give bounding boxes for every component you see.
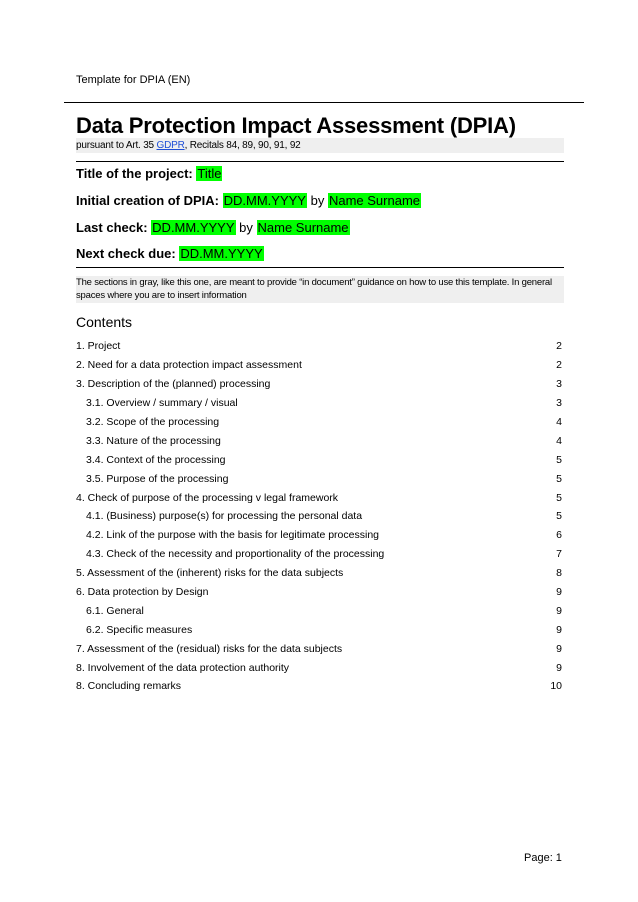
toc-entry[interactable]: [76, 450, 564, 469]
toc-entry-label: 3.3. Nature of the processing: [86, 434, 221, 447]
toc-entry-label: 3. Description of the (planned) processing: [76, 378, 271, 391]
toc-entry-label: 4.2. Link of the purpose with the basis for legitimate processing: [86, 529, 379, 542]
initial-creation-name-field[interactable]: Name Surname: [328, 193, 421, 208]
toc-entry-page: 9: [556, 642, 562, 655]
toc-entry-page: 3: [556, 397, 562, 410]
initial-creation-date-field[interactable]: DD.MM.YYYY: [223, 193, 306, 208]
toc-entry-label: 6.2. Specific measures: [86, 623, 193, 636]
toc-entry[interactable]: [76, 526, 564, 545]
toc-entry[interactable]: [76, 658, 564, 677]
toc-entry-page: 10: [550, 680, 562, 693]
project-title-label: Title of the project:: [76, 166, 193, 181]
contents-heading: Contents: [76, 314, 133, 330]
guidance-note: The sections in gray, like this one, are meant to provide “in document” guidance on how to use this template. In general spaces where you are to insert information: [76, 276, 564, 303]
document-title: Data Protection Impact Assessment (DPIA): [76, 113, 516, 138]
toc-entry[interactable]: [76, 507, 564, 526]
toc-entry-label: 2. Need for a data protection impact assessment: [76, 359, 302, 372]
toc-entry[interactable]: [76, 431, 564, 450]
legal-basis-suffix: , Recitals 84, 89, 90, 91, 92: [184, 140, 301, 151]
toc-entry[interactable]: [76, 356, 564, 375]
toc-entry[interactable]: [76, 337, 564, 356]
section-divider: [76, 161, 564, 162]
toc-entry-page: 9: [556, 604, 562, 617]
template-header: Template for DPIA (EN): [76, 74, 191, 86]
toc-entry-page: 7: [556, 548, 562, 561]
toc-entry-label: 4. Check of purpose of the processing v legal framework: [76, 491, 339, 504]
toc-entry-page: 8: [556, 567, 562, 580]
last-check-name-field[interactable]: Name Surname: [257, 220, 349, 235]
toc-entry-label: 1. Project: [76, 340, 121, 353]
toc-entry-label: 6.1. General: [86, 604, 144, 617]
by-label: by: [310, 193, 325, 208]
toc-entry-page: 9: [556, 623, 562, 636]
toc-entry-label: 5. Assessment of the (inherent) risks for the data subjects: [76, 567, 344, 580]
toc-entry-page: 4: [556, 416, 562, 428]
last-check-date-field[interactable]: DD.MM.YYYY: [152, 220, 235, 235]
toc-entry[interactable]: [76, 564, 564, 583]
last-check-row: [76, 220, 350, 235]
toc-entry[interactable]: [76, 413, 564, 432]
toc-entry-label: 8. Concluding remarks: [76, 680, 182, 693]
legal-basis-line: [76, 138, 564, 153]
toc-entry-page: 2: [556, 340, 562, 353]
section-divider: [76, 267, 564, 268]
last-check-label: Last check:: [76, 220, 148, 235]
toc-entry[interactable]: [76, 601, 564, 620]
initial-creation-label: Initial creation of DPIA:: [76, 193, 220, 208]
toc-entry-page: 9: [556, 586, 562, 599]
toc-entry[interactable]: [76, 639, 564, 658]
toc-entry-label: 8. Involvement of the data protection authority: [76, 661, 290, 674]
by-label: by: [239, 220, 253, 235]
toc-entry[interactable]: [76, 488, 564, 507]
initial-creation-row: [76, 193, 421, 208]
toc-entry[interactable]: [76, 583, 564, 602]
toc-entry-label: 3.2. Scope of the processing: [86, 416, 220, 428]
toc-entry-page: 2: [556, 359, 562, 372]
toc-entry-page: 5: [556, 510, 562, 523]
toc-entry[interactable]: [76, 620, 564, 639]
toc-entry-label: 7. Assessment of the (residual) risks for the data subjects: [76, 642, 343, 655]
toc-entry-page: 5: [556, 472, 562, 485]
toc-entry[interactable]: [76, 545, 564, 564]
toc-entry[interactable]: [76, 375, 564, 394]
toc-entry-label: 4.3. Check of the necessity and proportionality of the processing: [86, 548, 385, 561]
table-of-contents: [76, 337, 564, 696]
legal-basis-prefix: pursuant to Art. 35: [76, 140, 157, 151]
toc-entry[interactable]: [76, 469, 564, 488]
toc-entry-label: 3.1. Overview / summary / visual: [86, 397, 238, 410]
gdpr-link[interactable]: GDPR: [156, 140, 185, 151]
toc-entry-page: 5: [556, 453, 562, 466]
toc-entry-label: 4.1. (Business) purpose(s) for processing the personal data: [86, 510, 363, 523]
toc-entry[interactable]: [76, 677, 564, 696]
next-check-row: [76, 246, 264, 261]
next-check-date-field[interactable]: DD.MM.YYYY: [180, 246, 263, 261]
toc-entry-label: 3.4. Context of the processing: [86, 453, 226, 466]
header-divider: [64, 102, 584, 103]
toc-entry-page: 4: [556, 434, 562, 447]
toc-entry-page: 5: [556, 491, 562, 504]
project-title-field[interactable]: Title: [197, 166, 222, 181]
toc-entry-label: 3.5. Purpose of the processing: [86, 472, 229, 485]
project-title-row: [76, 166, 222, 181]
next-check-label: Next check due:: [76, 246, 176, 261]
toc-entry-label: 6. Data protection by Design: [76, 586, 209, 599]
toc-entry-page: 9: [556, 661, 562, 674]
page-number: Page: 1: [524, 852, 562, 864]
toc-entry-page: 6: [556, 529, 562, 542]
toc-entry-page: 3: [556, 378, 562, 391]
toc-entry[interactable]: [76, 394, 564, 413]
